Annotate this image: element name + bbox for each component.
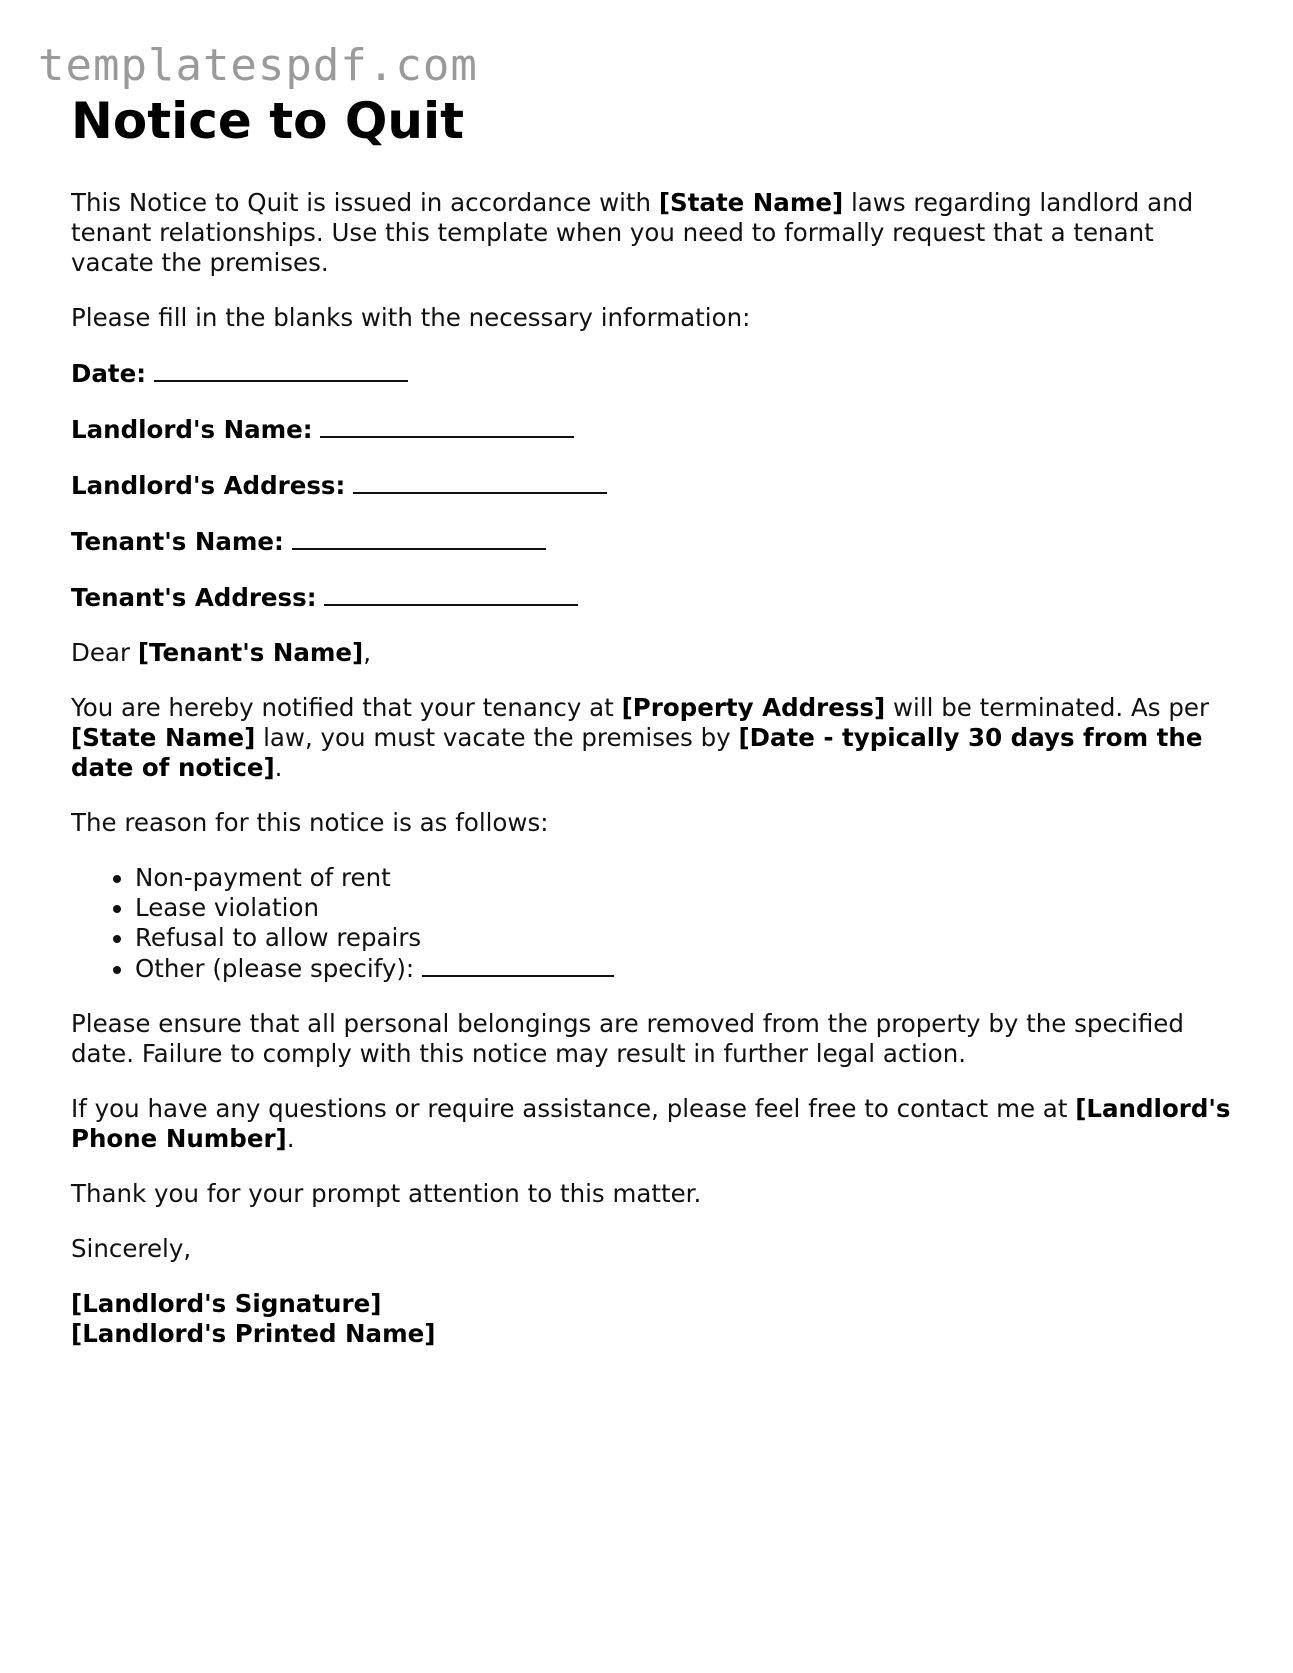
tenant-address-blank[interactable]	[324, 582, 578, 606]
notice-text-1: You are hereby notified that your tenancy at	[71, 693, 622, 722]
landlord-address-blank[interactable]	[353, 470, 607, 494]
phone-placeholder: [Landlord's Phone Number]	[71, 1094, 1231, 1153]
other-reason-blank[interactable]	[422, 953, 614, 977]
page-title: Notice to Quit	[71, 92, 464, 150]
contact-paragraph	[71, 1094, 1231, 1154]
field-tenant-address-label: Tenant's Address:	[71, 583, 317, 612]
field-date-label: Date:	[71, 359, 146, 388]
instructions: Please fill in the blanks with the necessary information:	[71, 303, 751, 332]
landlord-name-blank[interactable]	[320, 414, 574, 438]
thanks-paragraph: Thank you for your prompt attention to this matter.	[71, 1179, 702, 1208]
field-tenant-name-label: Tenant's Name:	[71, 527, 284, 556]
field-tenant-address	[71, 582, 1231, 613]
tenant-name-placeholder: [Tenant's Name]	[137, 638, 364, 667]
salutation-comma: ,	[363, 638, 372, 667]
property-address-placeholder: [Property Address]	[621, 693, 886, 722]
reason-label: Lease violation	[135, 893, 319, 922]
date-blank[interactable]	[154, 358, 408, 382]
field-tenant-name	[71, 526, 1231, 557]
signature-block	[71, 1289, 1231, 1349]
document-body	[71, 88, 1231, 1349]
reason-label: Other (please specify):	[135, 954, 415, 983]
salutation	[71, 638, 1231, 668]
field-landlord-address-label: Landlord's Address:	[71, 471, 346, 500]
notice-text-3: law, you must vacate the premises by	[255, 723, 739, 752]
intro-text-1: This Notice to Quit is issued in accordance with	[71, 188, 659, 217]
contact-text-1: If you have any questions or require assistance, please feel free to contact me at	[71, 1094, 1076, 1123]
notice-state-name-placeholder: [State Name]	[71, 723, 256, 752]
reason-label: Refusal to allow repairs	[135, 923, 422, 952]
reason-label: Non-payment of rent	[135, 863, 391, 892]
notice-text-2: will be terminated. As per	[885, 693, 1210, 722]
belongings-paragraph: Please ensure that all personal belongings are removed from the property by the specified date. Failure to comply with this notice may result in further legal action.	[71, 1009, 1184, 1068]
signature-placeholder: [Landlord's Signature]	[71, 1289, 382, 1318]
printed-name-placeholder: [Landlord's Printed Name]	[71, 1319, 436, 1348]
state-name-placeholder: [State Name]	[658, 188, 844, 217]
list-item	[135, 863, 1231, 893]
watermark: templatespdf.com	[38, 40, 478, 91]
list-item	[135, 893, 1231, 923]
field-date	[71, 358, 1231, 389]
notice-text-4: .	[274, 753, 283, 782]
salutation-dear: Dear	[71, 638, 138, 667]
contact-text-2: .	[286, 1124, 295, 1153]
tenant-name-blank[interactable]	[292, 526, 546, 550]
field-landlord-name-label: Landlord's Name:	[71, 415, 313, 444]
reason-list	[71, 863, 1231, 984]
field-landlord-address	[71, 470, 1231, 501]
vacate-date-placeholder: [Date - typically 30 days from the date of notice]	[71, 723, 1203, 782]
intro-text-2: laws regarding landlord and tenant relationships. Use this template when you need to formally request that a tenant vacate the premises.	[71, 188, 1194, 277]
list-item	[135, 923, 1231, 953]
reason-intro: The reason for this notice is as follows:	[71, 808, 549, 837]
field-landlord-name	[71, 414, 1231, 445]
notice-paragraph	[71, 693, 1231, 783]
intro-paragraph	[71, 188, 1231, 278]
closing: Sincerely,	[71, 1234, 192, 1263]
list-item	[135, 953, 1231, 984]
